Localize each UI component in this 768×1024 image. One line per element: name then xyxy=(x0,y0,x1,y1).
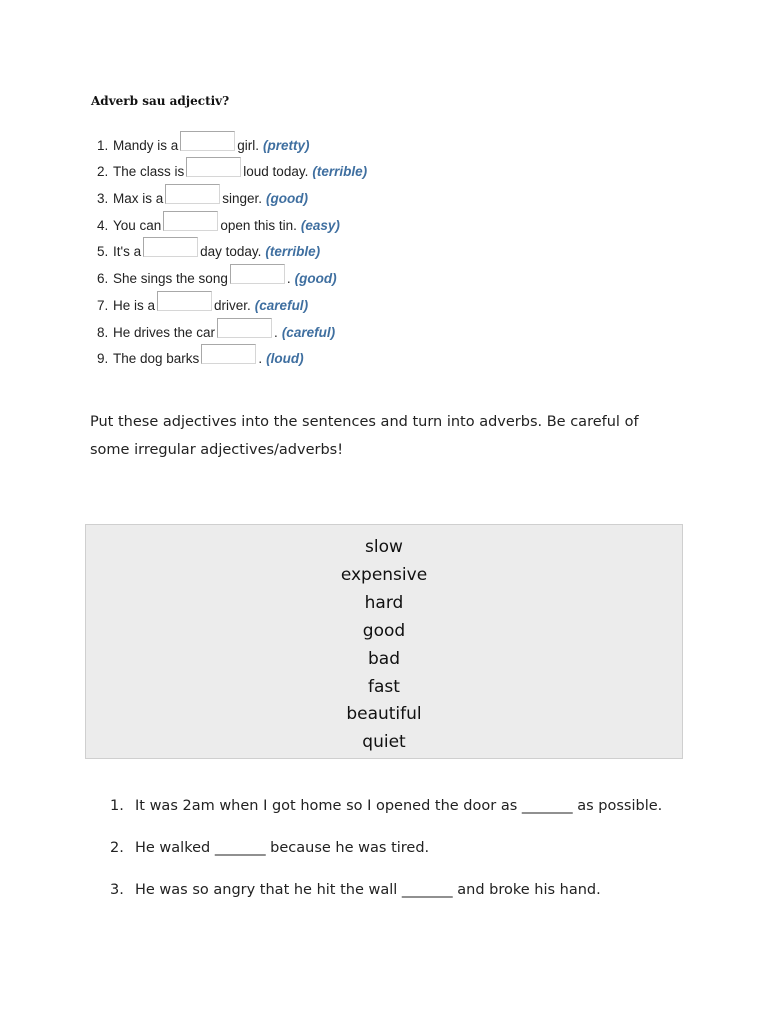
worksheet-title: Adverb sau adjectiv? xyxy=(91,94,230,108)
sentence-end: loud today. xyxy=(243,164,309,180)
hint-word: (pretty) xyxy=(263,137,310,153)
sentence-end: day today. xyxy=(200,244,262,260)
exercise-2-item xyxy=(110,834,670,867)
item-number: 9. xyxy=(97,351,109,367)
sentence-end: open this tin. xyxy=(220,217,297,233)
word-bank-item: bad xyxy=(368,648,400,669)
answer-input[interactable] xyxy=(143,237,198,257)
sentence-end: . xyxy=(286,271,291,287)
exercise-1-item xyxy=(97,179,497,206)
sentence-end: singer. xyxy=(222,191,263,207)
sentence-start: You can xyxy=(113,217,162,233)
item-number: 3. xyxy=(97,191,109,207)
exercise-1-item xyxy=(97,313,497,340)
exercise-1-item xyxy=(97,126,497,153)
answer-input[interactable] xyxy=(157,291,212,311)
instructions-text: Put these adjectives into the sentences and turn into adverbs. Be careful of some irregular adjectives/adverbs! xyxy=(90,414,639,458)
exercise-1-item xyxy=(97,206,497,233)
hint-word: (terrible) xyxy=(312,164,368,180)
exercise-1-item xyxy=(97,286,497,313)
answer-input[interactable] xyxy=(230,264,285,284)
item-number: 8. xyxy=(97,324,109,340)
item-number: 2. xyxy=(110,840,124,856)
sentence-start: Max is a xyxy=(113,191,164,207)
word-bank-item: quiet xyxy=(362,732,406,753)
item-number: 1. xyxy=(97,137,109,153)
item-number: 7. xyxy=(97,297,109,313)
exercise-1-item xyxy=(97,340,497,367)
answer-input[interactable] xyxy=(163,211,218,231)
exercise-1-item xyxy=(97,233,497,260)
word-bank-item: fast xyxy=(368,676,400,697)
sentence-start: Mandy is a xyxy=(113,137,179,153)
item-sentence: He walked _______ because he was tired. xyxy=(135,840,430,856)
answer-input[interactable] xyxy=(217,318,272,338)
hint-word: (careful) xyxy=(281,324,336,340)
sentence-start: It's a xyxy=(113,244,142,260)
sentence-start: He drives the car xyxy=(113,324,216,340)
exercise-2-item xyxy=(110,792,670,825)
item-number: 1. xyxy=(110,798,124,814)
answer-input[interactable] xyxy=(180,131,235,151)
exercise-1-item xyxy=(97,259,497,286)
sentence-start: The dog barks xyxy=(113,351,200,367)
answer-input[interactable] xyxy=(186,157,241,177)
item-sentence: He was so angry that he hit the wall _______ and broke his hand. xyxy=(135,882,601,898)
answer-input[interactable] xyxy=(201,344,256,364)
sentence-end: girl. xyxy=(237,137,260,153)
answer-input[interactable] xyxy=(165,184,220,204)
word-bank-item: expensive xyxy=(340,564,428,585)
item-sentence: It was 2am when I got home so I opened the door as _______ as possible. xyxy=(135,798,663,814)
word-bank-item: hard xyxy=(364,592,404,613)
exercise-1-list xyxy=(97,126,497,366)
sentence-start: She sings the song xyxy=(113,271,228,287)
item-number: 3. xyxy=(110,882,124,898)
sentence-end: driver. xyxy=(214,297,251,313)
word-bank xyxy=(85,524,683,759)
exercise-2-list xyxy=(110,792,670,918)
hint-word: (terrible) xyxy=(265,244,321,260)
hint-word: (good) xyxy=(294,271,337,287)
item-number: 4. xyxy=(97,217,109,233)
exercise-2-item xyxy=(110,876,670,909)
sentence-end: . xyxy=(258,351,263,367)
sentence-start: He is a xyxy=(113,297,156,313)
sentence-end: . xyxy=(274,324,278,340)
item-number: 6. xyxy=(97,271,109,287)
exercise-1-item xyxy=(97,153,497,180)
item-number: 2. xyxy=(97,164,109,180)
hint-word: (careful) xyxy=(254,297,309,313)
word-bank-item: slow xyxy=(365,537,403,557)
word-bank-item: good xyxy=(362,620,406,641)
hint-word: (good) xyxy=(266,191,309,207)
sentence-start: The class is xyxy=(113,164,185,180)
item-number: 5. xyxy=(97,244,109,260)
hint-word: (easy) xyxy=(300,217,340,233)
word-bank-item: beautiful xyxy=(346,704,422,725)
hint-word: (loud) xyxy=(266,351,304,367)
